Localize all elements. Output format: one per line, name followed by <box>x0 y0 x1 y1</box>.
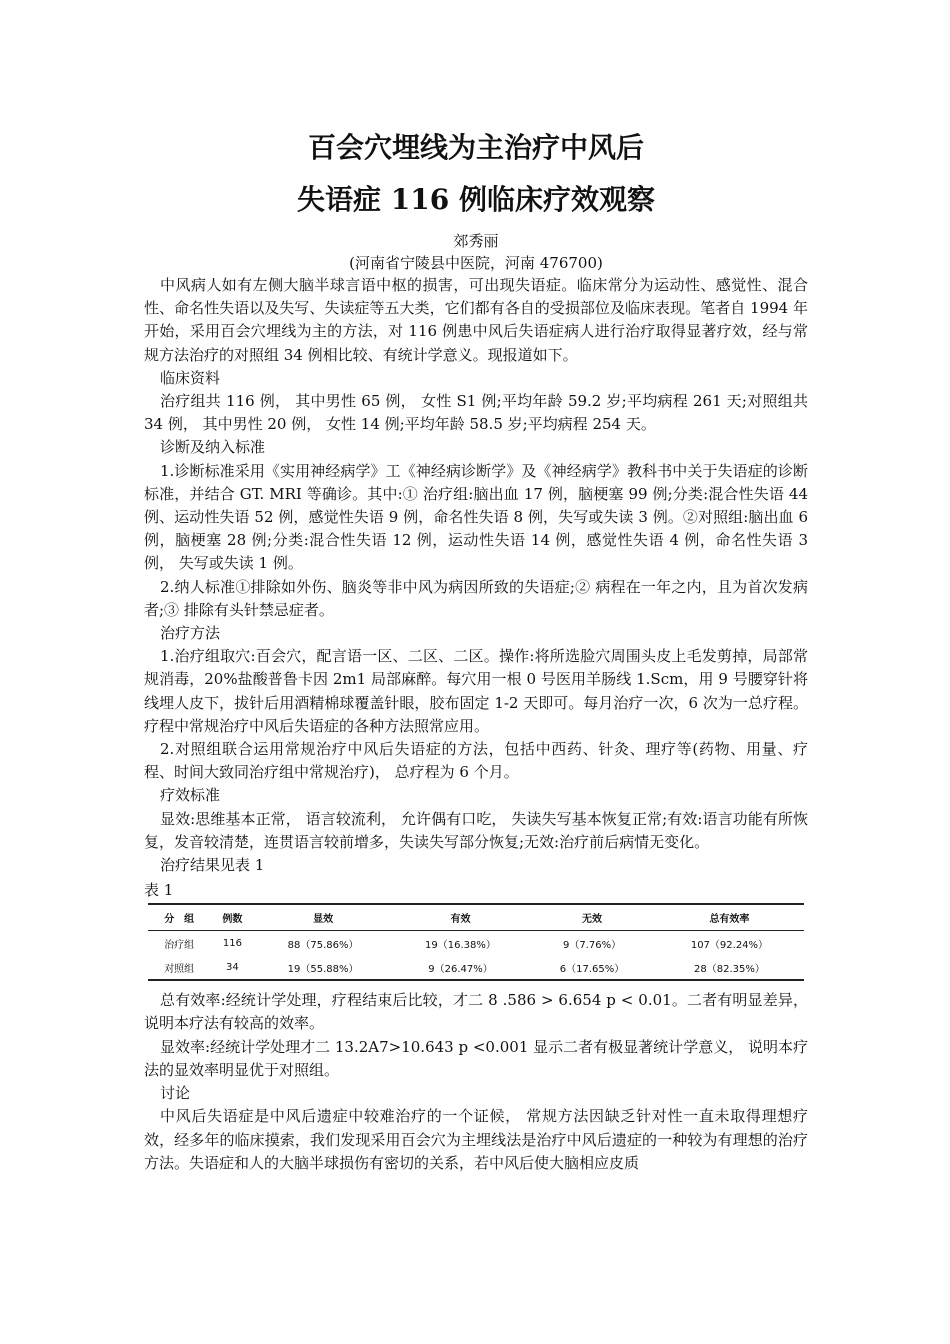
method-paragraph-2: 2.对照组联合运用常规治疗中风后失语症的方法，包括中西药、针灸、理疗等(药物、用量、疗程、时间大致同治疗组中常规治疗)， 总疗程为 6 个月。 <box>144 740 808 782</box>
col-header-marked: 显效 <box>254 904 391 931</box>
clinical-heading: 临床资料 <box>160 368 221 387</box>
discussion-paragraph: 中风后失语症是中风后遗症中较难治疗的一个证候， 常规方法因缺乏针对性一直未取得理想疗效，经多年的临床摸索，我们发现采用百会穴为主埋线法是治疗中风后遗症的一种较为有理想的治疗方法。失语症和人的大脑半球损伤有密切的关系，若中风后使大脑相应皮质 <box>144 1107 808 1172</box>
title-line-2: 失语症 116 例临床疗效观察 <box>297 183 655 216</box>
result-paragraph-1: 总有效率:经统计学处理，疗程结束后比较，才二 8 .586 > 6.654 p < 0.01。二者有明显差异，说明本疗法有较高的效率。 <box>144 991 808 1033</box>
document-page <box>144 128 808 1175</box>
table-cell: 6（17.65%） <box>529 955 655 980</box>
author: 郊秀丽 <box>453 232 499 250</box>
clinical-paragraph: 治疗组共 116 例， 其中男性 65 例， 女性 S1 例;平均年龄 59.2 岁;平均病程 261 天;对照组共 34 例， 其中男性 20 例， 女性 14 例;平均年龄 58.5 岁;平均病程 254 天。 <box>144 392 808 434</box>
results-heading: 治疗结果见表 1 <box>160 856 265 875</box>
table-row <box>148 955 804 980</box>
table-cell: 对照组 <box>148 955 210 980</box>
col-header-group: 分 组 <box>148 904 210 931</box>
discussion-heading: 讨论 <box>160 1084 191 1103</box>
col-header-ineffective: 无效 <box>529 904 655 931</box>
table-label: 表 1 <box>144 881 174 900</box>
col-header-effective: 有效 <box>392 904 529 931</box>
diagnosis-paragraph-1: 1.诊断标准采用《实用神经病学》工《神经病诊断学》及《神经病学》教科书中关于失语症的诊断标准，并结合 GT. MRI 等确诊。其中:① 治疗组:脑出血 17 例，脑梗塞 99 例;分类:混合性失语 44 例、运动性失语 52 例，感觉性失语 9 例，命名性失语 8 例，失写或失读 3 例。②对照组:脑出血 6 例，脑梗塞 28 例;分类:混合性失语 12 例，运动性失语 14 例，感觉性失语 4 例，命名性失语 3 例， 失写或失读 1 例。 <box>144 461 808 573</box>
affiliation: (河南省宁陵县中医院，河南 476700) <box>349 254 603 272</box>
table-cell: 116 <box>222 938 242 950</box>
table-cell: 9（26.47%） <box>392 955 529 980</box>
method-heading: 治疗方法 <box>160 624 221 643</box>
intro-paragraph: 中风病人如有左侧大脑半球言语中枢的损害，可出现失语症。临床常分为运动性、感觉性、混合性、命名性失语以及失写、失读症等五大类，它们都有各自的受损部位及临床表现。笔者自 1994 年开始，采用百会穴埋线为主的方法，对 116 例患中风后失语症病人进行治疗取得显著疗效，经与常规方法治疗的对照组 34 例相比较、有统计学意义。现报道如下。 <box>144 276 808 364</box>
title-line-1: 百会穴埋线为主治疗中风后 <box>307 131 644 164</box>
result-paragraph-2: 显效率:经统计学处理才二 13.2A7>10.643 p <0.001 显示二者有极显著统计学意义， 说明本疗法的显效率明显优于对照组。 <box>144 1037 808 1079</box>
criteria-heading: 疗效标准 <box>160 786 221 805</box>
table-cell: 28（82.35%） <box>655 955 804 980</box>
table-cell: 治疗组 <box>164 940 195 952</box>
table-cell: 107（92.24%） <box>690 940 769 952</box>
method-paragraph-1: 1.治疗组取穴:百会穴，配言语一区、二区、二区。操作:将所选脸穴周围头皮上毛发剪掉，局部常规消毒，20%盐酸普鲁卡因 2m1 局部麻醉。每穴用一根 0 号医用羊肠线 1.Scm，用 9 号腰穿针将线埋人皮下，拔针后用酒精棉球覆盖针眼，胶布固定 1-2 天即可。每月治疗一次，6 次为一总疗程。疗程中常规治疗中风后失语症的各种方法照常应用。 <box>144 647 808 735</box>
table-cell: 19（16.38%） <box>425 940 496 952</box>
table-header-row <box>148 904 804 931</box>
table-cell: 88（75.86%） <box>287 940 359 952</box>
table-cell: 9（7.76%） <box>562 940 622 952</box>
results-table-wrap <box>144 903 808 981</box>
table-row <box>148 931 804 956</box>
col-header-count: 例数 <box>210 904 254 931</box>
criteria-paragraph: 显效:思维基本正常， 语言较流利， 允许偶有口吃， 失读失写基本恢复正常;有效:语言功能有所恢复，发音较清楚，连贯语言较前增多，失读失写部分恢复;无效:治疗前后病情无变化。 <box>144 809 808 851</box>
col-header-total: 总有效率 <box>655 904 804 931</box>
diagnosis-paragraph-2: 2.纳人标准①排除如外伤、脑炎等非中风为病因所致的失语症;② 病程在一年之内，且为首次发病者;③ 排除有头针禁忌症者。 <box>144 577 808 619</box>
results-table <box>148 903 804 981</box>
table-cell: 34 <box>210 955 254 980</box>
table-cell: 19（55.88%） <box>254 955 391 980</box>
diagnosis-heading: 诊断及纳入标准 <box>160 438 266 457</box>
